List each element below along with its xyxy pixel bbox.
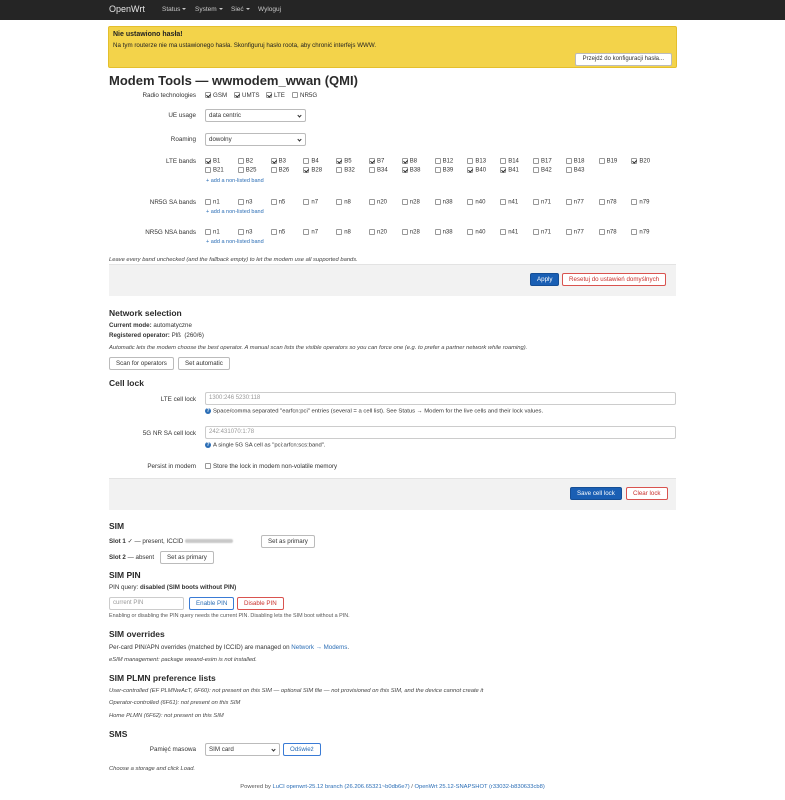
- band-checkbox[interactable]: [336, 158, 342, 164]
- nr5g-sa-band-n79[interactable]: [631, 199, 649, 206]
- nr5g-nsa-band-n79[interactable]: [631, 229, 649, 236]
- page-title: Modem Tools — wwmodem_wwan (QMI): [109, 73, 358, 88]
- brand-logo[interactable]: OpenWrt: [109, 4, 145, 14]
- persist-label: Persist in modem: [147, 463, 196, 470]
- clear-lock-button[interactable]: Clear lock: [626, 487, 668, 500]
- band-checkbox[interactable]: [336, 167, 342, 173]
- band-checkbox[interactable]: [205, 229, 211, 235]
- band-checkbox[interactable]: [467, 158, 473, 164]
- band-checkbox[interactable]: [205, 199, 211, 205]
- band-checkbox[interactable]: [271, 167, 277, 173]
- nr5g-nsa-band-n71[interactable]: [533, 229, 551, 236]
- ue-usage-value: data centric: [209, 112, 241, 119]
- cell-lock-title: Cell lock: [109, 378, 144, 388]
- band-label: n38: [442, 199, 453, 206]
- pin-query: [109, 584, 236, 591]
- nr5g-sa-add-band-link[interactable]: + add a non-listed band: [206, 209, 264, 215]
- band-label: B39: [442, 167, 454, 174]
- band-label: n71: [541, 199, 552, 206]
- nr5g-sa-band-n20[interactable]: [369, 199, 387, 206]
- lte-band-b13[interactable]: [467, 158, 486, 165]
- nr5g-sa-band-n77[interactable]: [566, 199, 584, 206]
- band-checkbox[interactable]: [435, 229, 441, 235]
- chevron-down-icon: [246, 8, 250, 10]
- band-checkbox[interactable]: [369, 158, 375, 164]
- nr5g-nsa-band-n1[interactable]: [205, 229, 220, 236]
- alert-title: Nie ustawiono hasła!: [113, 31, 183, 38]
- roaming-label: Roaming: [170, 136, 196, 143]
- nr5g-sa-label: NR5G SA bands: [149, 199, 196, 206]
- band-label: n40: [475, 229, 486, 236]
- band-label: B40: [475, 167, 487, 174]
- nr5g-sa-band-n71[interactable]: [533, 199, 551, 206]
- nr5g-sa-band-n38[interactable]: [435, 199, 453, 206]
- nav-network[interactable]: [231, 6, 250, 13]
- band-checkbox[interactable]: [533, 199, 539, 205]
- band-label: B19: [606, 158, 618, 165]
- band-label: n28: [409, 199, 420, 206]
- lte-band-b5[interactable]: [336, 158, 351, 165]
- band-label: B21: [213, 167, 224, 174]
- lte-band-b32[interactable]: [336, 167, 355, 174]
- band-checkbox[interactable]: [238, 199, 244, 205]
- lte-band-b2[interactable]: [238, 158, 253, 165]
- band-label: B3: [278, 158, 286, 165]
- band-label: B14: [508, 158, 519, 165]
- ue-usage-select[interactable]: [205, 109, 306, 122]
- band-checkbox[interactable]: [402, 158, 408, 164]
- nr5g-sa-band-n1[interactable]: [205, 199, 220, 206]
- nr5g-sa-band-n41[interactable]: [500, 199, 518, 206]
- lte-band-b20[interactable]: [631, 158, 650, 165]
- band-checkbox[interactable]: [467, 229, 473, 235]
- lte-band-b17[interactable]: [533, 158, 552, 165]
- lte-band-b19[interactable]: [599, 158, 618, 165]
- band-checkbox[interactable]: [533, 158, 539, 164]
- band-label: B8: [409, 158, 418, 165]
- band-checkbox[interactable]: [566, 158, 572, 164]
- help-icon: ?: [206, 408, 210, 414]
- plmn-operator-controlled: Operator-controlled (6F61): not present on this SIM: [109, 700, 241, 706]
- lte-checkbox[interactable]: [266, 92, 272, 98]
- nr5g-nsa-band-n8[interactable]: [336, 229, 351, 236]
- nr5g-sa-band-n78[interactable]: [599, 199, 617, 206]
- lte-label: LTE: [274, 92, 285, 99]
- nr5g-nsa-band-n78[interactable]: [599, 229, 617, 236]
- band-checkbox[interactable]: [271, 199, 277, 205]
- nr5g-sa-band-n3[interactable]: [238, 199, 253, 206]
- gsm-label: GSM: [213, 92, 228, 99]
- band-checkbox[interactable]: [566, 229, 572, 235]
- lte-band-b4[interactable]: [303, 158, 318, 165]
- band-checkbox[interactable]: [500, 229, 506, 235]
- current-pin-input[interactable]: current PIN: [109, 597, 184, 610]
- slot2-label: Slot 2: [109, 554, 126, 561]
- band-checkbox[interactable]: [500, 199, 506, 205]
- band-label: n28: [409, 229, 420, 236]
- lte-add-band-link[interactable]: + add a non-listed band: [206, 178, 264, 184]
- band-label: n3: [245, 199, 253, 206]
- nr5g-nsa-label: NR5G NSA bands: [145, 229, 196, 236]
- sim-overrides-title: SIM overrides: [109, 629, 165, 639]
- network-hint: Automatic lets the modem choose the best operator. A manual scan lists the visible operators so you can force one (e.g. to prefer a partner network while roaming).: [109, 345, 528, 351]
- nr5g-sa-band-n40[interactable]: [467, 199, 485, 206]
- band-checkbox[interactable]: [533, 167, 539, 173]
- band-label: B25: [245, 167, 257, 174]
- band-checkbox[interactable]: [271, 229, 277, 235]
- band-label: B4: [311, 158, 319, 165]
- band-label: B32: [344, 167, 355, 174]
- pin-hint: Enabling or disabling the PIN query needs the current PIN. Disabling lets the SIM boot without a PIN.: [109, 613, 350, 619]
- lte-bands-label: LTE bands: [166, 158, 196, 165]
- footer-separator: /: [409, 784, 415, 790]
- chevron-down-icon: [297, 137, 301, 141]
- lte-band-b25[interactable]: [238, 167, 257, 174]
- band-checkbox[interactable]: [369, 229, 375, 235]
- chevron-down-icon: [271, 747, 275, 751]
- slot2-row: [109, 554, 154, 561]
- go-to-password-button[interactable]: Przejdź do konfiguracji hasła...: [575, 53, 672, 66]
- band-checkbox[interactable]: [303, 229, 309, 235]
- nav-network-label: Sieć: [231, 6, 244, 13]
- nr5g-nsa-band-n40[interactable]: [467, 229, 485, 236]
- band-checkbox[interactable]: [631, 158, 637, 164]
- lte-band-b14[interactable]: [500, 158, 519, 165]
- persist-checkbox[interactable]: [205, 463, 211, 469]
- band-label: n8: [344, 229, 351, 236]
- slot1-label: Slot 1: [109, 538, 126, 545]
- lte-band-b43[interactable]: [566, 167, 585, 174]
- chevron-down-icon: [182, 8, 186, 10]
- sms-storage-label: Pamięć masowa: [149, 746, 196, 753]
- lte-band-b18[interactable]: [566, 158, 585, 165]
- band-label: n20: [377, 199, 388, 206]
- band-label: n79: [639, 199, 650, 206]
- lte-band-b38[interactable]: [402, 167, 421, 174]
- nr5g-nsa-band-n77[interactable]: [566, 229, 584, 236]
- esim-note: eSIM management: package wwand-esim is not installed.: [109, 657, 257, 663]
- nav-status-label: Status: [162, 6, 181, 13]
- band-label: n71: [541, 229, 552, 236]
- password-warning-alert: [108, 26, 677, 68]
- nr-cell-lock-label: 5G NR SA cell lock: [142, 430, 196, 437]
- apply-button[interactable]: Apply: [530, 273, 559, 286]
- current-mode-label: Current mode:: [109, 322, 152, 329]
- band-label: n78: [606, 199, 617, 206]
- umts-checkbox[interactable]: [234, 92, 240, 98]
- band-checkbox[interactable]: [435, 199, 441, 205]
- nr5g-label: NR5G: [300, 92, 318, 99]
- band-checkbox[interactable]: [336, 229, 342, 235]
- band-label: n7: [311, 199, 319, 206]
- band-label: B34: [377, 167, 388, 174]
- umts-label: UMTS: [242, 92, 260, 99]
- band-checkbox[interactable]: [271, 158, 277, 164]
- band-label: B26: [278, 167, 290, 174]
- lte-band-b8[interactable]: [402, 158, 417, 165]
- radio-tech-label: Radio technologies: [142, 92, 196, 99]
- band-label: n8: [344, 199, 351, 206]
- lte-band-b39[interactable]: [435, 167, 454, 174]
- persist-option[interactable]: [205, 463, 337, 470]
- band-label: n78: [606, 229, 617, 236]
- nr-cell-lock-input[interactable]: 242:431070:1:78: [205, 426, 676, 439]
- nr-cell-lock-help-text: A single 5G SA cell as "pci:arfcn:scs:band".: [213, 442, 326, 449]
- band-checkbox[interactable]: [369, 167, 375, 173]
- nr5g-nsa-band-n38[interactable]: [435, 229, 453, 236]
- band-checkbox[interactable]: [631, 229, 637, 235]
- radio-nr5g-option[interactable]: [292, 92, 317, 99]
- band-checkbox[interactable]: [402, 229, 408, 235]
- slot1-row: [109, 538, 233, 545]
- lte-cell-lock-input[interactable]: 1300:246 5230:118: [205, 392, 676, 405]
- band-label: n1: [213, 199, 220, 206]
- band-label: B17: [541, 158, 552, 165]
- top-navbar: [0, 0, 785, 20]
- band-label: n3: [245, 229, 253, 236]
- scan-operators-button[interactable]: Scan for operators: [109, 357, 174, 370]
- band-checkbox[interactable]: [599, 199, 605, 205]
- plmn-user-controlled: User-controlled (EF PLMNwAcT, 6F60): not present on this SIM — optional SIM file — not provisioned on this SIM, and the device cannot create it: [109, 688, 484, 694]
- gsm-checkbox[interactable]: [205, 92, 211, 98]
- band-label: B12: [442, 158, 454, 165]
- band-label: B1: [213, 158, 221, 165]
- band-checkbox[interactable]: [435, 167, 441, 173]
- band-checkbox[interactable]: [303, 158, 309, 164]
- band-label: n20: [377, 229, 388, 236]
- save-cell-lock-button[interactable]: Save cell lock: [570, 487, 622, 500]
- radio-lte-option[interactable]: [266, 92, 285, 99]
- nr-cell-lock-help: [205, 442, 326, 449]
- bands-hint: Leave every band unchecked (and the fallback empty) to let the modem use all supported bands.: [109, 257, 358, 263]
- band-label: B5: [344, 158, 352, 165]
- sms-storage-value: SIM card: [209, 746, 234, 753]
- reset-defaults-button[interactable]: Resetuj do ustawień domyślnych: [562, 273, 666, 286]
- band-label: B2: [245, 158, 254, 165]
- alert-text: Na tym routerze nie ma ustawionego hasła. Skonfiguruj hasło roota, aby chronić interfejs WWW.: [113, 42, 377, 49]
- band-label: B13: [475, 158, 487, 165]
- band-checkbox[interactable]: [566, 167, 572, 173]
- band-label: B41: [508, 167, 519, 174]
- sms-title: SMS: [109, 729, 128, 739]
- footer-version-link[interactable]: OpenWrt 25.12-SNAPSHOT (r33032-b830633cb8): [414, 784, 545, 790]
- band-checkbox[interactable]: [599, 158, 605, 164]
- nav-logout[interactable]: Wyloguj: [258, 6, 282, 13]
- band-label: n38: [442, 229, 453, 236]
- band-label: n77: [573, 229, 584, 236]
- footer-luci-link[interactable]: LuCI openwrt-25.12 branch (26.206.65321~b0db6e7): [272, 784, 410, 790]
- lte-cell-lock-label: LTE cell lock: [160, 396, 196, 403]
- sim-overrides-end: .: [347, 644, 350, 651]
- band-checkbox[interactable]: [599, 229, 605, 235]
- band-checkbox[interactable]: [238, 158, 244, 164]
- slot1-status: ✓ — present, ICCID: [127, 538, 184, 545]
- help-icon: ?: [206, 442, 210, 448]
- lte-band-b26[interactable]: [271, 167, 290, 174]
- band-label: n5: [278, 199, 286, 206]
- nr5g-nsa-band-n41[interactable]: [500, 229, 518, 236]
- band-label: n1: [213, 229, 220, 236]
- nav-status[interactable]: [162, 6, 186, 13]
- band-checkbox[interactable]: [303, 167, 309, 173]
- lte-band-b28[interactable]: [303, 167, 322, 174]
- radio-gsm-option[interactable]: [205, 92, 227, 99]
- lte-cell-lock-help-text: Space/comma separated "earfcn:pci" entries (several = a cell list). See Status → Modem for the live cells and their lock values.: [213, 408, 544, 415]
- slot2-set-primary-button[interactable]: Set as primary: [160, 551, 214, 564]
- ue-usage-label: UE usage: [168, 112, 196, 119]
- lte-band-b34[interactable]: [369, 167, 388, 174]
- band-label: n40: [475, 199, 486, 206]
- sms-refresh-button[interactable]: Odśwież: [283, 743, 321, 756]
- nr5g-sa-band-n28[interactable]: [402, 199, 420, 206]
- band-checkbox[interactable]: [205, 158, 211, 164]
- nr5g-sa-band-n8[interactable]: [336, 199, 351, 206]
- lte-band-b42[interactable]: [533, 167, 552, 174]
- band-label: n77: [573, 199, 584, 206]
- band-checkbox[interactable]: [533, 229, 539, 235]
- disable-pin-button[interactable]: Disable PIN: [237, 597, 284, 610]
- band-label: B28: [311, 167, 323, 174]
- band-label: B18: [573, 158, 585, 165]
- nr5g-nsa-band-n7[interactable]: [303, 229, 318, 236]
- sim-pin-title: SIM PIN: [109, 570, 141, 580]
- chevron-down-icon: [219, 8, 223, 10]
- band-label: B7: [377, 158, 385, 165]
- nr5g-nsa-band-n5[interactable]: [271, 229, 286, 236]
- current-mode-value: automatyczne: [153, 322, 192, 329]
- band-checkbox[interactable]: [303, 199, 309, 205]
- lte-band-b1[interactable]: [205, 158, 220, 165]
- lte-band-b3[interactable]: [271, 158, 286, 165]
- sim-title: SIM: [109, 521, 125, 531]
- slot2-status: — absent: [127, 554, 155, 561]
- registered-operator-label: Registered operator:: [109, 332, 170, 339]
- sim-overrides-text: [109, 644, 349, 651]
- roaming-select[interactable]: [205, 133, 306, 146]
- network-selection-title: Network selection: [109, 308, 182, 318]
- band-label: B20: [639, 158, 651, 165]
- band-checkbox[interactable]: [500, 158, 506, 164]
- current-mode: [109, 322, 192, 329]
- band-checkbox[interactable]: [402, 199, 408, 205]
- footer: [0, 784, 785, 790]
- enable-pin-button[interactable]: Enable PIN: [189, 597, 234, 610]
- plmn-title: SIM PLMN preference lists: [109, 673, 216, 683]
- nr5g-nsa-band-n28[interactable]: [402, 229, 420, 236]
- nav-system-label: System: [195, 6, 217, 13]
- pin-query-value: disabled (SIM boots without PIN): [139, 584, 237, 591]
- registered-operator-value: Plß ⁠ (260/6): [171, 332, 204, 339]
- sms-hint: Choose a storage and click Load.: [109, 766, 196, 772]
- band-checkbox[interactable]: [238, 167, 244, 173]
- nr5g-nsa-band-n20[interactable]: [369, 229, 387, 236]
- band-label: B42: [541, 167, 552, 174]
- nr5g-nsa-add-band-link[interactable]: + add a non-listed band: [206, 239, 264, 245]
- slot1-set-primary-button[interactable]: Set as primary: [261, 535, 315, 548]
- plmn-home: Home PLMN (6F62): not present on this SIM: [109, 713, 224, 719]
- band-label: n79: [639, 229, 650, 236]
- band-checkbox[interactable]: [336, 199, 342, 205]
- band-checkbox[interactable]: [205, 167, 211, 173]
- lte-band-b41[interactable]: [500, 167, 519, 174]
- band-checkbox[interactable]: [369, 199, 375, 205]
- roaming-value: dowolny: [209, 136, 232, 143]
- band-checkbox[interactable]: [238, 229, 244, 235]
- band-checkbox[interactable]: [631, 199, 637, 205]
- iccid-redacted: [185, 539, 233, 543]
- chevron-down-icon: [297, 113, 301, 117]
- sms-storage-select[interactable]: [205, 743, 280, 756]
- pin-query-label: PIN query:: [109, 584, 139, 591]
- registered-operator: [109, 332, 204, 339]
- footer-powered-by: Powered by: [240, 784, 271, 790]
- radio-umts-option[interactable]: [234, 92, 260, 99]
- nav-system[interactable]: [195, 6, 223, 13]
- band-checkbox[interactable]: [467, 167, 473, 173]
- band-checkbox[interactable]: [467, 199, 473, 205]
- band-label: n7: [311, 229, 319, 236]
- lte-band-b40[interactable]: [467, 167, 486, 174]
- band-label: n41: [508, 229, 519, 236]
- nr5g-sa-band-n7[interactable]: [303, 199, 318, 206]
- sim-overrides-description: Per-card PIN/APN overrides (matched by ICCID) are managed on: [109, 644, 290, 651]
- band-label: n5: [278, 229, 286, 236]
- band-label: B43: [573, 167, 585, 174]
- nr5g-sa-band-n5[interactable]: [271, 199, 286, 206]
- persist-text: Store the lock in modem non-volatile memory: [213, 463, 338, 470]
- band-checkbox[interactable]: [435, 158, 441, 164]
- lte-band-b7[interactable]: [369, 158, 384, 165]
- band-label: B38: [409, 167, 421, 174]
- lte-band-b21[interactable]: [205, 167, 224, 174]
- band-checkbox[interactable]: [566, 199, 572, 205]
- band-checkbox[interactable]: [500, 167, 506, 173]
- lte-cell-lock-help: [205, 408, 543, 415]
- set-automatic-button[interactable]: Set automatic: [178, 357, 230, 370]
- band-checkbox[interactable]: [402, 167, 408, 173]
- band-label: n41: [508, 199, 519, 206]
- nr5g-nsa-band-n3[interactable]: [238, 229, 253, 236]
- nr5g-checkbox[interactable]: [292, 92, 298, 98]
- network-modems-link[interactable]: Network → Modems: [291, 644, 348, 651]
- lte-band-b12[interactable]: [435, 158, 454, 165]
